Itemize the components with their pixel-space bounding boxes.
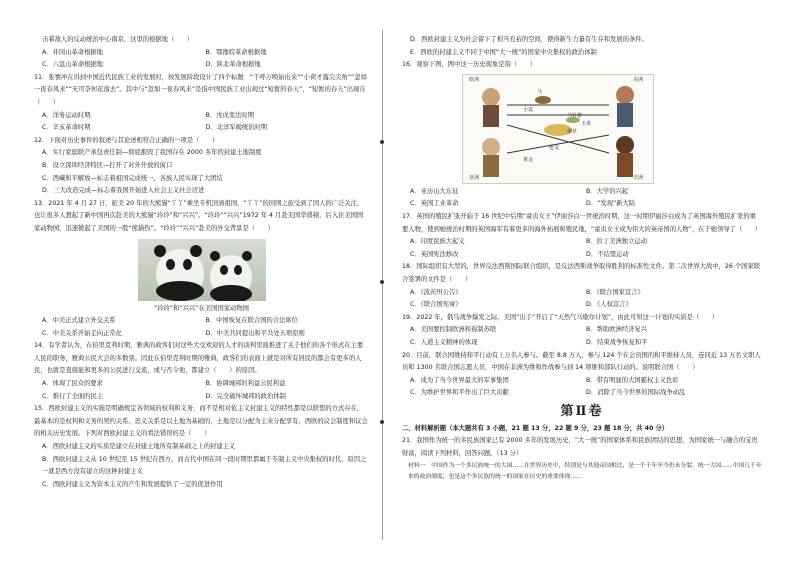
panda-eye xyxy=(166,259,175,270)
question-17: 17．英国的殖民扩张开始于 16 世纪中后期“童贞女王”伊丽莎白一世统治时期，这一时期伊丽莎白成为了英国海外殖民扩张的重要人物，使到她统治时期的英国海军有着更多的海外拓展和殖民地，“童贞女王成为伟大的英帝国的人物”，在于她领导了（ ） xyxy=(402,212,762,233)
options-q13 xyxy=(34,328,369,341)
option-b: B．西欧封建主义从 10 世纪至 15 世纪在西方，而古代中国在同一段时期里都属于专制主义中央集权的时代，原因之一就是西方没有建立的这种封建主义 xyxy=(42,455,367,476)
option-c: C．人道主义精神的体现 xyxy=(410,338,478,346)
option-d: D．北洋军阀统治时期 xyxy=(205,124,268,132)
option-c: C．为维护世界和平作出了巨大贡献 xyxy=(410,389,509,397)
horse-icon xyxy=(535,96,551,104)
figure-asia xyxy=(482,138,500,156)
material-one: 材料一 中国作为一个多民族统一的大国……在世界历史中，特别是与其他帝国相比，是一个千年至今仍未分裂，统一大国……中国几千年来的政治制度，也是这个多民族的统一的国家在历史的重要体现…… xyxy=(408,462,762,480)
label-asia: 亚洲 xyxy=(469,174,480,181)
option-b: B．拉丁美洲独立运动 xyxy=(586,238,647,246)
left-column xyxy=(34,34,369,491)
figure-europe xyxy=(482,88,500,106)
option-a: A．西欧封建主义的实质是建立在封建土地所有制基础之上的封建主义 xyxy=(42,443,236,451)
option-b: B．设立深圳经济特区—打开了对外开放的窗口 xyxy=(42,161,173,169)
panda-photo xyxy=(138,239,266,301)
label-corn: 玉米 xyxy=(581,120,592,127)
options-q10 xyxy=(34,47,369,60)
question-11: 11．张謇冲在讲到中国近代民族工业的发展时，按发展阶段设计了四个标题：“千呼万唤始出来”“小荷才露尖尖角”“忽如一夜春风来”“无可奈何花落去”。其中与“忽如一夜春风来”是指中国民族工业出现过“短暂的春天”，“短暂的春天”出现在（ ） xyxy=(34,73,367,106)
figure-asia-body xyxy=(483,155,499,177)
option-a: A．成为了当今世界最大的军事集团 xyxy=(410,376,509,384)
binding-dot xyxy=(380,420,384,424)
photo-caption: “玲玲”和“兴兴”在美国国家动物园 xyxy=(154,304,249,312)
option-b: B．鄂豫皖革命根据地 xyxy=(205,48,267,56)
label-wheat: 小麦 xyxy=(523,106,534,113)
option-a: A．实行家庭联产承包责任制—彻底摧毁了我国存在 2000 多年的封建土地制度 xyxy=(42,149,262,157)
option-d: D．完全破坏城邦的政治体制 xyxy=(205,392,286,400)
option-c: C．中美关系开始走向正常化 xyxy=(42,329,122,337)
option-c: C．英国工业革命 xyxy=(410,200,459,208)
panda-eye xyxy=(220,265,228,275)
option-d: D．“发现”新大陆 xyxy=(586,200,636,208)
option-d: D．结束战争恢复和平 xyxy=(586,338,648,346)
label-guns: 枪支 xyxy=(549,144,560,151)
option-b: B．协调城邦的利益公民利益 xyxy=(205,380,286,388)
exchange-arrows xyxy=(463,75,653,183)
binding-dot xyxy=(380,280,384,284)
options-q11 xyxy=(34,122,369,135)
options-q18 xyxy=(402,299,762,312)
option-a: A．印度民族大起义 xyxy=(410,238,465,246)
option-a: A．井冈山革命根据地 xyxy=(42,48,103,56)
panda-body xyxy=(156,281,204,301)
options-q10 xyxy=(34,59,369,72)
label-horse: 马 xyxy=(537,88,543,95)
option-a: A．中美正式建立外交关系 xyxy=(42,317,116,325)
options-q14 xyxy=(34,391,369,404)
figure-africa xyxy=(616,136,634,154)
options-q17 xyxy=(402,249,762,262)
option-c: C．《联合国宪章》 xyxy=(410,301,462,309)
options-q20 xyxy=(402,387,762,400)
label-america: 美洲 xyxy=(633,76,644,83)
panda-ear xyxy=(242,251,252,261)
label-europe: 欧洲 xyxy=(469,76,480,83)
option-c: C．推行了全面的民主 xyxy=(42,392,104,400)
figure-europe-body xyxy=(483,105,499,127)
binding-dot xyxy=(380,140,384,144)
option-b: B．中国恢复在联合国的合法席位 xyxy=(205,317,298,325)
options-q18 xyxy=(402,287,762,300)
panda-ear xyxy=(190,245,202,257)
column-divider xyxy=(382,30,383,540)
question-21: 21．我国作为统一的多民族国家已有 2000 多年的发展历史，“大一统”的国家体系和民族团结的思想，为国家统一与融合的宝贵财富，阅读下列材料，回答问题。（13 分） xyxy=(402,437,758,458)
part-two-title: 二、材料解析题（本大题共有 3 小题，21 题 13 分，22 题 9 分，23 题 18 分，共 40 分） xyxy=(402,424,669,432)
option-d: D．消除了当今世界的国际战争动乱 xyxy=(586,389,686,397)
option-c: C．西欧封建主义为资本主义的产生和发展提供了一定的促进作用 xyxy=(42,480,223,488)
label-potato: 马铃薯 xyxy=(567,112,583,119)
option-a: A．美国要控制欧洲和遏制苏联 xyxy=(410,326,497,334)
option-a: A．《波茨坦公告》 xyxy=(410,288,462,296)
option-d: D．陕北革命根据地 xyxy=(205,61,261,69)
options-q11 xyxy=(34,110,369,123)
options-q20 xyxy=(402,375,762,388)
option-d: D．三大改造完成—标志着我国开始进入社会主义社会迈进 xyxy=(42,187,205,195)
panda-eye xyxy=(234,265,242,275)
option-d: D．不结盟运动 xyxy=(586,250,629,258)
label-africa: 非洲 xyxy=(633,174,644,181)
option-c: C．辛亥革命时期 xyxy=(42,124,91,132)
section-heading: 第Ⅱ卷 xyxy=(560,403,604,419)
option-c: C．六盘山革命根据地 xyxy=(42,61,104,69)
panda-eye xyxy=(183,259,192,270)
question-19: 19．2022 年，俄乌战争爆发之际，美国“出手”开启了“天然气马歇尔计划”，由此可知这一计划的实质是（ ） xyxy=(402,313,719,321)
question-14: 14．有学者认为，在伯里克利时期，雅典的政客们对这些大受欢迎的人才的谈判里面推进了关于他们的各个形式在主要人民的职务，雅典公民大会的多数票。因此在伯里克利时期的雅典，政客们的表面上就是对所有居民的都会有更多的人民，也就是直接能和更多的公民进行交流，或与否令他，都建立（ ）的原因。 xyxy=(34,342,364,375)
question-13: 13．2021 年 4 月 27 日，旅美 20 年的大熊猫“丫丫”乘坐专机回到祖国，“丫丫”的回国之旅受到了国人的广泛关注，也让很多人想起了新中国再次赴美的大熊猫“玲玲”和“兴兴”。“玲玲”“兴兴”1972 年 4 月赴美国华盛顿，后入住美国国家动物园，迅速掀起了美国的一股“熊猫热”。“玲玲”“兴兴”赴美的外交背景是（ ） xyxy=(34,199,364,232)
options-q16 xyxy=(402,198,762,211)
question-15: 15．西欧封建主义的实施是明确规定各领域的权利和义务，而不是相对依主义封建主义的特性都是以联盟的方式存在，最基本的是权利和义务的契约关系。忠义关系是以土地为基础的，土地是以分配为主来分配享有，西欧的议会制度和议会的相关历史发展。下列对西欧封建主义的看法错误的是（ ） xyxy=(34,405,368,438)
option-b: B．《联合国家宣言》 xyxy=(586,288,644,296)
right-column xyxy=(402,34,762,483)
option-d: D．中美共同提出和平共处五项原则 xyxy=(205,329,305,337)
question-20: 20．目前，联合国维持和平行动有上万名人参与。截至 8.8 万人，参与 124 个在会员国的和平维持人员，连同近 13 万名文职人员和 1300 名联合国志愿人员，中国在非洲为维和作战参与到 14 项维和部队行动的。说明联合国（ ） xyxy=(402,351,761,372)
options-q13 xyxy=(34,315,369,328)
option-e: E．西欧的封建主义不同于中国“大一统”的国家中央集权的政治体制 xyxy=(410,48,597,56)
option-b: B．大学的兴起 xyxy=(586,187,629,195)
option-b: B．戊戌变法时期 xyxy=(205,111,254,119)
option-c: C．西藏和平解放—标志着祖国完成统一，各族人民实现了大团结 xyxy=(42,174,223,182)
option-d: D．《人权宣言》 xyxy=(586,301,632,309)
question-18: 18．国际组织有大型的，世界反法西斯国际联合组织，是反法西斯战争取得胜利的标准性文件。第二次世界大战中，26 个国家联合签署的文件是（ ） xyxy=(402,263,761,283)
options-q19 xyxy=(402,337,762,350)
question-12: 12．下面对历史事件的叙述与其论述相符合正确的一项是（ ） xyxy=(34,136,219,144)
figure-america xyxy=(616,86,634,104)
options-q16 xyxy=(402,186,762,199)
option-d: D．西欧封建主义为社会留下了相当充裕的空间，使得新生力量有生存和发展的条件。 xyxy=(410,36,648,43)
option-a: A．亚历山大东征 xyxy=(410,187,459,195)
columbian-exchange-diagram xyxy=(462,74,654,184)
figure-africa-body xyxy=(617,153,633,177)
label-tobacco: 烟草 xyxy=(567,128,578,135)
options-q14 xyxy=(34,378,369,391)
question-10-tail: 击着敌人的反动统治中心南京，这里的根据地（ ） xyxy=(42,36,194,43)
question-16: 16．观察下图，图中这一历史现象是指（ ） xyxy=(402,61,536,69)
option-c: C．英国宪法修改 xyxy=(410,250,459,258)
options-q17 xyxy=(402,236,762,249)
option-b: B．带有明显的大国霸权主义色彩 xyxy=(586,376,679,384)
figure-america-body xyxy=(617,103,633,127)
panda-body xyxy=(210,285,252,301)
panda-ear xyxy=(154,245,166,257)
option-a: A．洋务运动时期 xyxy=(42,111,91,119)
panda-ear xyxy=(210,251,220,261)
options-q19 xyxy=(402,324,762,337)
option-b: B．帮助欧洲经济复兴 xyxy=(586,326,647,334)
option-a: A．体现了民众的要求 xyxy=(42,380,103,388)
label-gold: 黄金 xyxy=(523,156,534,163)
